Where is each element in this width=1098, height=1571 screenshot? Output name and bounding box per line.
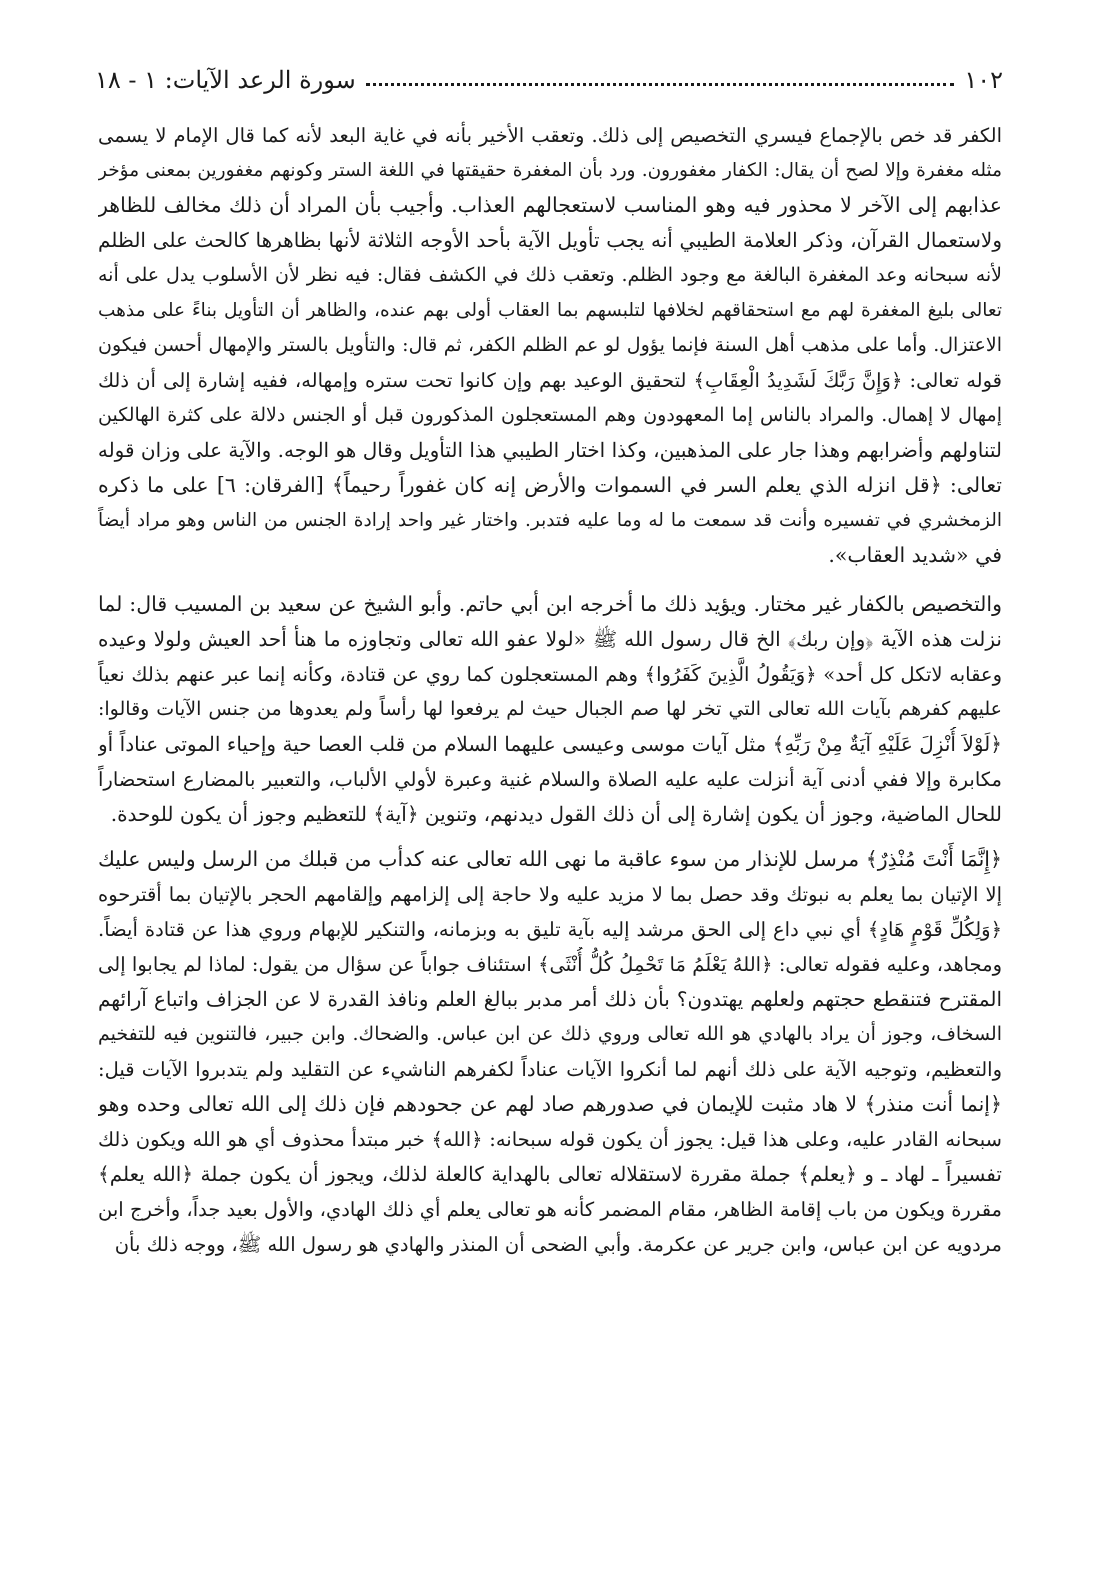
text-line: في «شديد العقاب». [828, 543, 1002, 567]
text-line: تعالى: ﴿قل انزله الذي يعلم السر في السموات والأرض إنه كان غفوراً رحيماً﴾ [الفرقان: ٦] على ما ذكره [98, 473, 1002, 497]
text-line: ﴿إنما أنت منذر﴾ لا هاد مثبت للإيمان في صدورهم صاد لهم عن جحودهم فإن ذلك إلى الله تعالى وحده وهو [98, 1092, 1002, 1116]
text-line: نزلت هذه الآية ﴿وإن ربك﴾ الخ قال رسول الله ﷺ «لولا عفو الله تعالى وتجاوزه ما هنأ أحد العيش ولولا وعيده [98, 627, 1002, 651]
text-line: ﴿إِنَّمَا أَنْتَ مُنْذِرٌ﴾ مرسل للإنذار من سوء عاقبة ما نهى الله تعالى عنه كدأب من قبلك من الرسل وليس عليك [98, 847, 1002, 871]
text-line: الاعتزال. وأما على مذهب أهل السنة فإنما يؤول لو عم الظلم الكفر، ثم قال: والتأويل بالستر والإمهال أحسن فيكون [98, 334, 1002, 356]
text-line: ومجاهد، وعليه فقوله تعالى: ﴿اللهُ يَعْلَمُ مَا تَحْمِلُ كُلُّ أُنْثَى﴾ استئناف جواباً عن سؤال من يقول: لماذا لم يجابوا إلى [98, 953, 1002, 976]
text-line: عليهم كفرهم بآيات الله تعالى التي تخر لها صم الجبال حيث لم يرفعوا لها رأساً ولم يعدوها من جنس الآيات وقالوا: [98, 698, 1002, 720]
text-line: مقررة ويكون من باب إقامة الظاهر، مقام المضمر كأنه هو تعالى يعلم أي ذلك الهادي، والأول بعيد جداً، وأخرج ابن [98, 1198, 1002, 1221]
text-line: ﴿لَوْلاَ أُنْزِلَ عَلَيْهِ آيَةٌ مِنْ رَبِّهِ﴾ مثل آيات موسى وعيسى عليهما السلام من قلب العصا حية وإحياء الموتى عناداً أو [98, 732, 1002, 756]
page-number: ١٠٢ [964, 66, 1003, 94]
text-line: للحال الماضية، وجوز أن يكون إشارة إلى أن ذلك القول ديدنهم، وتنوين ﴿آية﴾ للتعظيم وجوز أن يكون للوحدة. [110, 802, 1002, 826]
text-line: تفسيراً ـ لهاد ـ و ﴿يعلم﴾ جملة مقررة لاستقلاله تعالى بالهداية كالعلة لذلك، ويجوز أن يكون جملة ﴿الله يعلم﴾ [98, 1162, 1002, 1186]
text-line: عذابهم إلى الآخر لا محذور فيه وهو المناسب لاستعجالهم العذاب. وأجيب بأن المراد أن ذلك مخالف للظاهر [98, 193, 1002, 217]
text-line: إمهال لا إهمال. والمراد بالناس إما المعهودون وهم المستعجلون المذكورون قبل أو الجنس دلالة على كثرة الهالكين [98, 404, 1002, 426]
text-line: المقترح فتنقطع حجتهم ولعلهم يهتدون؟ بأن ذلك أمر مدبر ببالغ العلم ونافذ القدرة لا عن الجزاف واتباع آرائهم [98, 987, 1002, 1011]
text-line: قوله تعالى: ﴿وَإِنَّ رَبَّكَ لَشَدِيدُ الْعِقَابِ﴾ لتحقيق الوعيد بهم وإن كانوا تحت ستره وإمهاله، ففيه إشارة إلى أن ذلك [98, 369, 1002, 392]
text-line: والتعظيم، وتوجيه الآية على ذلك أنهم لما أنكروا الآيات عناداً لكفرهم الناشيء عن التقليد ولم يتدبروا الآيات قيل: [98, 1058, 1002, 1081]
page-body [98, 118, 1002, 1262]
text-line: سبحانه القادر عليه، وعلى هذا قيل: يجوز أن يكون قوله سبحانه: ﴿الله﴾ خبر مبتدأ محذوف أي هو الله ويكون ذلك [98, 1128, 1002, 1151]
text-line: مردويه عن ابن عباس، وابن جرير عن عكرمة. وأبي الضحى أن المنذر والهادي هو رسول الله ﷺ، ووجه ذلك بأن [114, 1233, 1002, 1256]
running-title: سورة الرعد الآيات: ١ - ١٨ [95, 66, 356, 94]
text-line: مكابرة وإلا ففي أدنى آية أنزلت عليه عليه الصلاة والسلام غنية وعبرة لأولي الألباب، والتعبير بالمضارع استحضاراً [98, 768, 1002, 791]
text-line: الكفر قد خص بالإجماع فيسري التخصيص إلى ذلك. وتعقب الأخير بأنه في غاية البعد لأنه كما قال الإمام لا يسمى [98, 124, 1002, 147]
text-line: إلا الإتيان بما يعلم به نبوتك وقد حصل بما لا مزيد عليه ولا حاجة إلى إلزامهم وإلقامهم الحجر بالإتيان بما أقترحوه [98, 883, 1002, 906]
paragraph-2 [98, 587, 1002, 832]
paragraph-3 [98, 842, 1002, 1262]
header-dot-leader [366, 83, 955, 86]
text-line: لتناولهم وأضرابهم وهذا جار على المذهبين، وكذا اختار الطيبي هذا التأويل وقال هو الوجه. والآية على وزان قوله [98, 438, 1002, 462]
text-line: ولاستعمال القرآن، وذكر العلامة الطيبي أنه يجب تأويل الآية بأحد الأوجه الثلاثة لأنها بظاهرها كالحث على الظلم [98, 228, 1002, 252]
text-line: لأنه سبحانه وعد المغفرة البالغة مع وجود الظلم. وتعقب ذلك في الكشف فقال: فيه نظر لأن الأسلوب يدل على أنه [98, 264, 1002, 286]
text-line: السخاف، وجوز أن يراد بالهادي هو الله تعالى وروي ذلك عن ابن عباس. والضحاك. وابن جبير، فالتنوين فيه للتفخيم [98, 1023, 1002, 1045]
text-line: مثله مغفرة وإلا لصح أن يقال: الكفار مغفورون. ورد بأن المغفرة حقيقتها في اللغة الستر وكونهم مغفورين بمعنى مؤخر [98, 160, 1002, 181]
page-header [95, 58, 1003, 98]
text-line: والتخصيص بالكفار غير مختار. ويؤيد ذلك ما أخرجه ابن أبي حاتم. وأبو الشيخ عن سعيد بن المسيب قال: لما [98, 592, 1002, 616]
text-line: الزمخشري في تفسيره وأنت قد سمعت ما له وما عليه فتدبر. واختار غير واحد إرادة الجنس من الناس وهو مراد أيضاً [98, 510, 1002, 531]
text-line: تعالى بليغ المغفرة لهم مع استحقاقهم لخلافها لتلبسهم بما العقاب أولى بهم عنده، والظاهر أن التأويل بناءً على مذهب [98, 300, 1002, 321]
text-line: وعقابه لاتكل كل أحد» ﴿وَيَقُولُ الَّذِينَ كَفَرُوا﴾ وهم المستعجلون كما روي عن قتادة، وكأنه إنما عبر عنهم بذلك نعياً [98, 663, 1002, 686]
paragraph-1 [98, 118, 1002, 573]
text-line: ﴿وَلِكُلِّ قَوْمٍ هَادٍ﴾ أي نبي داع إلى الحق مرشد إليه بآية تليق به وبزمانه، والتنكير للإبهام وروي هذا عن قتادة أيضاً. [98, 918, 1002, 941]
